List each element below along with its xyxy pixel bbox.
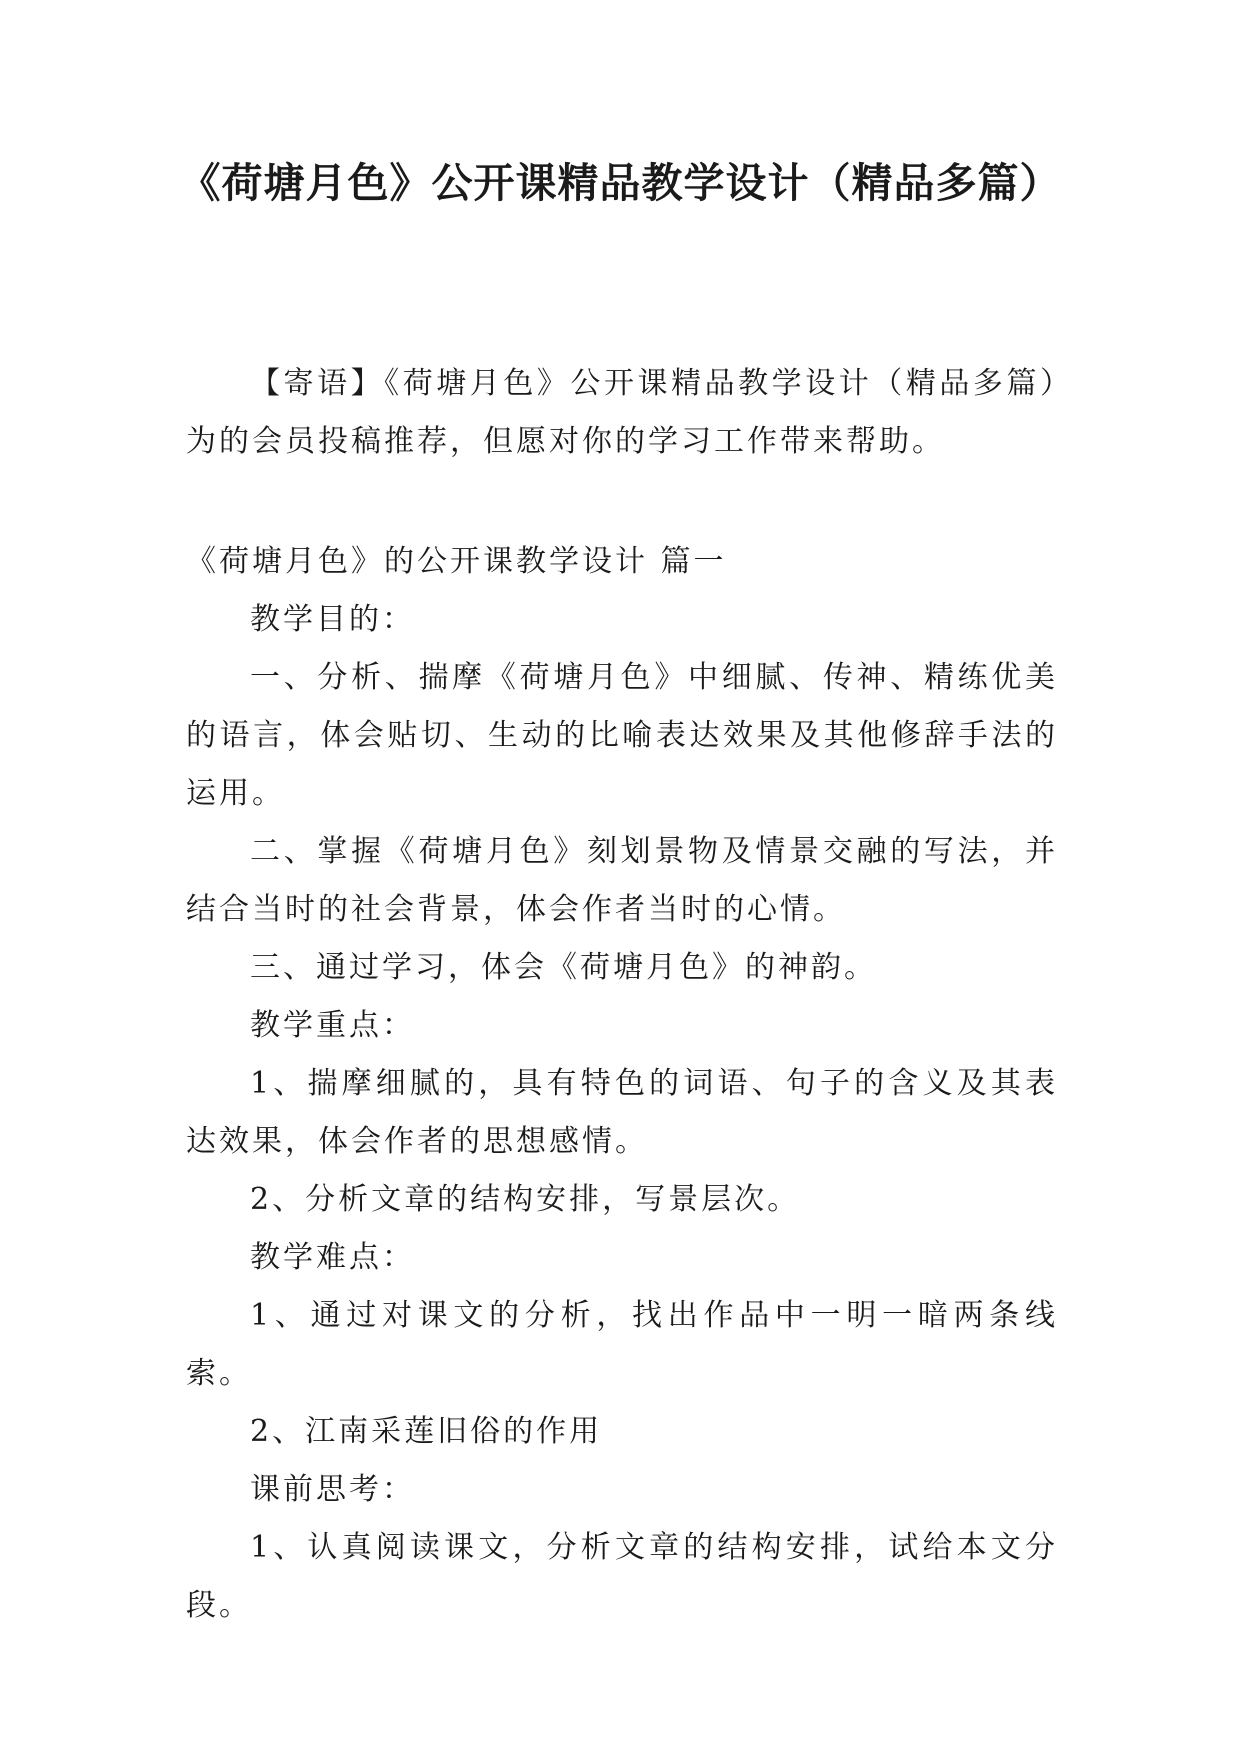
intro-paragraph: 【寄语】《荷塘月色》公开课精品教学设计（精品多篇）为的会员投稿推荐，但愿对你的学习工作带来帮助。 [186,366,1058,459]
document-title: 《荷塘月色》公开课精品教学设计（精品多篇） [179,159,1062,207]
paragraph-key-points-label: 教学重点： [250,1008,415,1043]
document-body [186,355,1058,1635]
paragraph-difficulties-label: 教学难点： [250,1240,415,1275]
paragraph-key-point-2: 2、分析文章的结构安排，写景层次。 [250,1182,801,1217]
paragraph-objectives-label: 教学目的： [250,602,415,637]
paragraph-difficulty-2: 2、江南采莲旧俗的作用 [250,1414,603,1449]
paragraph-preview-1: 1、认真阅读课文，分析文章的结构安排，试给本文分段。 [186,1530,1058,1623]
paragraph-preview-label: 课前思考： [250,1472,415,1507]
paragraph-difficulty-1: 1、通过对课文的分析，找出作品中一明一暗两条线索。 [186,1298,1058,1391]
paragraph-objective-3: 三、通过学习，体会《荷塘月色》的神韵。 [250,950,877,985]
paragraph-objective-2: 二、掌握《荷塘月色》刻划景物及情景交融的写法，并结合当时的社会背景，体会作者当时的心情。 [186,834,1058,927]
paragraph-key-point-1: 1、揣摩细腻的，具有特色的词语、句子的含义及其表达效果，体会作者的思想感情。 [186,1066,1058,1159]
section-heading: 《荷塘月色》的公开课教学设计 篇一 [186,544,727,579]
paragraph-objective-1: 一、分析、揣摩《荷塘月色》中细腻、传神、精练优美的语言，体会贴切、生动的比喻表达效果及其他修辞手法的运用。 [186,660,1058,811]
